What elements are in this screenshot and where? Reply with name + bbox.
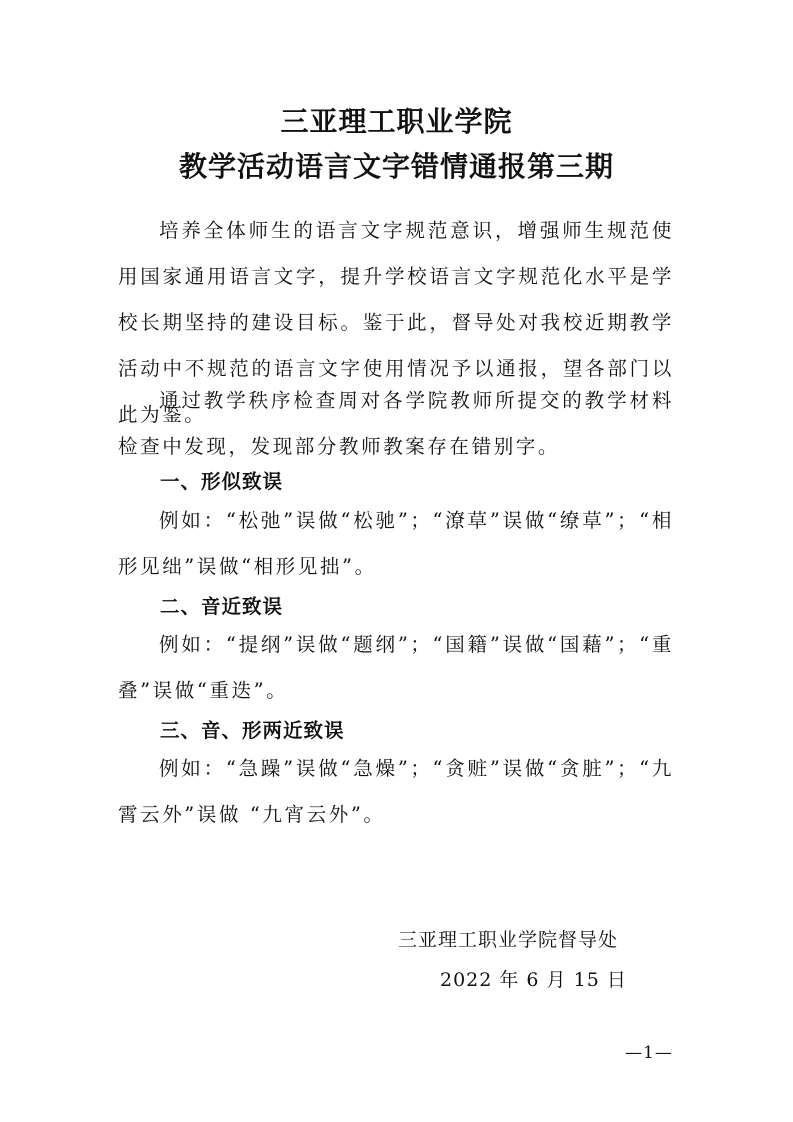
section-example: 例如：“急躁”误做“急燥”；“贪赃”误做“贪脏”；“九霄云外”误做 “九宵云外”。 (118, 757, 674, 826)
section-example: 例如：“提纲”误做“题纲”；“国籍”误做“国藉”；“重叠”误做“重迭”。 (118, 633, 674, 702)
page-number: —1— (625, 1043, 673, 1063)
section-heading: 二、音近致误 (160, 595, 284, 618)
document-title: 三亚理工职业学院 (280, 105, 513, 138)
section-heading: 一、形似致误 (160, 470, 284, 493)
document-subtitle: 教学活动语言文字错情通报第三期 (178, 150, 614, 183)
date: 2022 年 6 月 15 日 (440, 969, 627, 991)
section-heading: 三、音、形两近致误 (160, 719, 345, 742)
signature: 三亚理工职业学院督导处 (398, 929, 619, 951)
section-example: 例如：“松弛”误做“松驰”；“潦草”误做“缭草”；“相形见绌”误做“相形见拙”。 (118, 509, 674, 578)
intro-paragraph: 培养全体师生的语言文字规范意识，增强师生规范使用国家通用语言文字，提升学校语言文字规范化水平是学校长期坚持的建设目标。鉴于此，督导处对我校近期教学活动中不规范的语言文字使用情况予以通报，望各部门以此为鉴。 (118, 219, 674, 426)
findings-paragraph: 通过教学秩序检查周对各学院教师所提交的教学材料检查中发现，发现部分教师教案存在错别字。 (118, 389, 674, 458)
